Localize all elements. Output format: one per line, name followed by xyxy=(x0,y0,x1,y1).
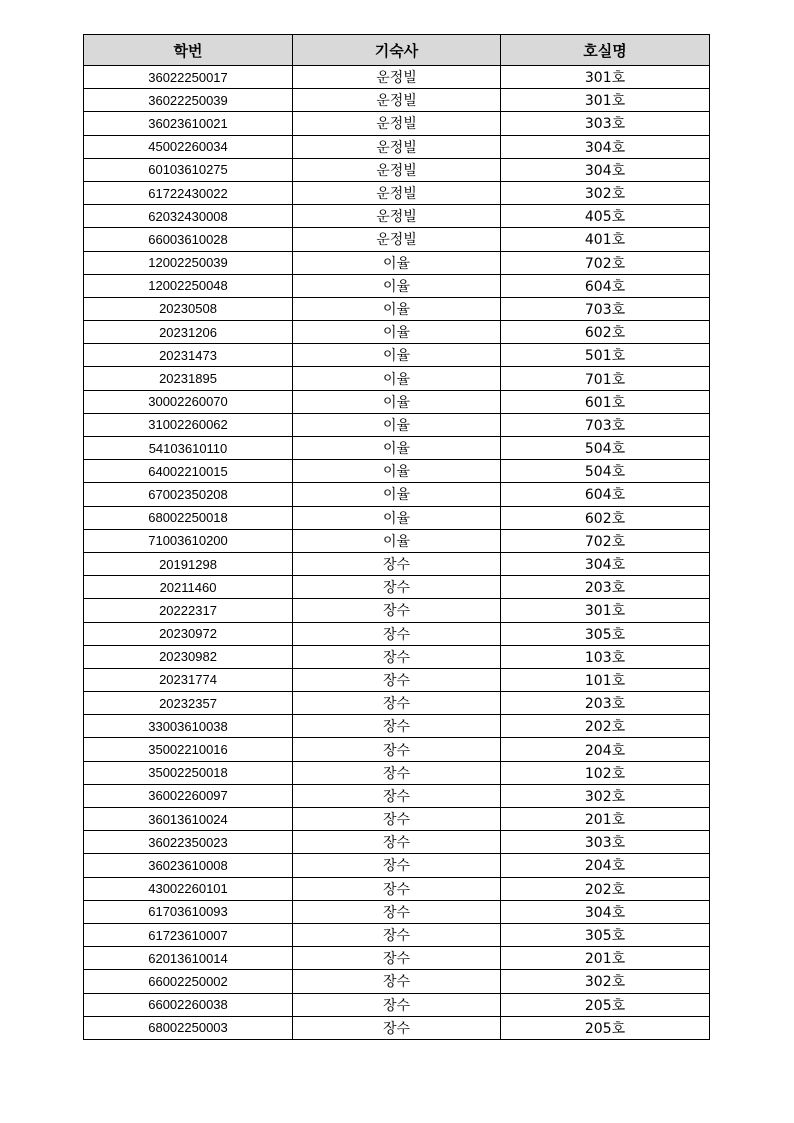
cell-room: 602호 xyxy=(501,506,710,529)
cell-student-id: 20231206 xyxy=(84,321,293,344)
cell-dormitory: 장수 xyxy=(293,831,501,854)
cell-dormitory: 장수 xyxy=(293,808,501,831)
cell-dormitory: 이율 xyxy=(293,460,501,483)
table-row xyxy=(84,297,710,320)
cell-dormitory: 이율 xyxy=(293,506,501,529)
cell-student-id: 61722430022 xyxy=(84,181,293,204)
table-row xyxy=(84,761,710,784)
table-row xyxy=(84,576,710,599)
cell-dormitory: 장수 xyxy=(293,1016,501,1039)
cell-student-id: 20191298 xyxy=(84,552,293,575)
cell-room: 504호 xyxy=(501,460,710,483)
cell-dormitory: 운정빌 xyxy=(293,89,501,112)
table-row xyxy=(84,89,710,112)
cell-dormitory: 운정빌 xyxy=(293,135,501,158)
table-row xyxy=(84,738,710,761)
cell-dormitory: 운정빌 xyxy=(293,112,501,135)
cell-dormitory: 장수 xyxy=(293,761,501,784)
cell-student-id: 20231473 xyxy=(84,344,293,367)
cell-dormitory: 장수 xyxy=(293,692,501,715)
cell-room: 305호 xyxy=(501,622,710,645)
cell-room: 205호 xyxy=(501,1016,710,1039)
cell-room: 304호 xyxy=(501,552,710,575)
cell-room: 304호 xyxy=(501,135,710,158)
cell-student-id: 20230982 xyxy=(84,645,293,668)
cell-dormitory: 운정빌 xyxy=(293,181,501,204)
cell-student-id: 43002260101 xyxy=(84,877,293,900)
table-row xyxy=(84,135,710,158)
cell-dormitory: 장수 xyxy=(293,645,501,668)
table-row xyxy=(84,784,710,807)
cell-dormitory: 장수 xyxy=(293,877,501,900)
cell-room: 203호 xyxy=(501,692,710,715)
cell-student-id: 66003610028 xyxy=(84,228,293,251)
table-row xyxy=(84,66,710,89)
cell-room: 305호 xyxy=(501,923,710,946)
table-row xyxy=(84,344,710,367)
cell-room: 703호 xyxy=(501,297,710,320)
cell-dormitory: 장수 xyxy=(293,576,501,599)
table-row xyxy=(84,808,710,831)
cell-room: 201호 xyxy=(501,808,710,831)
cell-room: 304호 xyxy=(501,900,710,923)
table-row xyxy=(84,970,710,993)
table-row xyxy=(84,321,710,344)
cell-student-id: 61723610007 xyxy=(84,923,293,946)
cell-room: 703호 xyxy=(501,413,710,436)
table-row xyxy=(84,900,710,923)
cell-student-id: 20232357 xyxy=(84,692,293,715)
table-row xyxy=(84,645,710,668)
cell-dormitory: 운정빌 xyxy=(293,228,501,251)
cell-room: 602호 xyxy=(501,321,710,344)
cell-room: 504호 xyxy=(501,437,710,460)
cell-room: 203호 xyxy=(501,576,710,599)
cell-room: 604호 xyxy=(501,274,710,297)
cell-student-id: 67002350208 xyxy=(84,483,293,506)
cell-student-id: 66002260038 xyxy=(84,993,293,1016)
table-row xyxy=(84,112,710,135)
cell-dormitory: 이율 xyxy=(293,483,501,506)
table-row xyxy=(84,854,710,877)
cell-room: 702호 xyxy=(501,529,710,552)
cell-room: 205호 xyxy=(501,993,710,1016)
cell-dormitory: 장수 xyxy=(293,552,501,575)
cell-room: 702호 xyxy=(501,251,710,274)
cell-room: 301호 xyxy=(501,599,710,622)
table-row xyxy=(84,390,710,413)
cell-dormitory: 이율 xyxy=(293,344,501,367)
table-row xyxy=(84,483,710,506)
cell-room: 601호 xyxy=(501,390,710,413)
table-row xyxy=(84,437,710,460)
cell-dormitory: 장수 xyxy=(293,622,501,645)
cell-dormitory: 운정빌 xyxy=(293,205,501,228)
cell-student-id: 35002250018 xyxy=(84,761,293,784)
cell-room: 302호 xyxy=(501,970,710,993)
cell-dormitory: 이율 xyxy=(293,274,501,297)
cell-room: 301호 xyxy=(501,89,710,112)
cell-room: 204호 xyxy=(501,738,710,761)
cell-student-id: 20230972 xyxy=(84,622,293,645)
cell-student-id: 61703610093 xyxy=(84,900,293,923)
cell-dormitory: 장수 xyxy=(293,668,501,691)
cell-student-id: 36022250039 xyxy=(84,89,293,112)
cell-room: 101호 xyxy=(501,668,710,691)
header-dormitory: 기숙사 xyxy=(293,35,501,66)
cell-student-id: 36023610021 xyxy=(84,112,293,135)
cell-room: 102호 xyxy=(501,761,710,784)
table-row xyxy=(84,552,710,575)
table-header xyxy=(84,35,710,66)
cell-student-id: 20231774 xyxy=(84,668,293,691)
cell-room: 201호 xyxy=(501,947,710,970)
cell-dormitory: 이율 xyxy=(293,413,501,436)
cell-student-id: 35002210016 xyxy=(84,738,293,761)
cell-dormitory: 장수 xyxy=(293,854,501,877)
table-row xyxy=(84,529,710,552)
cell-student-id: 33003610038 xyxy=(84,715,293,738)
cell-student-id: 36022250017 xyxy=(84,66,293,89)
cell-student-id: 71003610200 xyxy=(84,529,293,552)
table-row xyxy=(84,413,710,436)
cell-room: 202호 xyxy=(501,715,710,738)
table-row xyxy=(84,506,710,529)
cell-student-id: 60103610275 xyxy=(84,158,293,181)
cell-room: 501호 xyxy=(501,344,710,367)
cell-student-id: 36002260097 xyxy=(84,784,293,807)
cell-dormitory: 장수 xyxy=(293,993,501,1016)
table-row xyxy=(84,715,710,738)
table-row xyxy=(84,228,710,251)
cell-dormitory: 운정빌 xyxy=(293,66,501,89)
table-row xyxy=(84,460,710,483)
cell-student-id: 68002250018 xyxy=(84,506,293,529)
cell-dormitory: 이율 xyxy=(293,367,501,390)
table-row xyxy=(84,367,710,390)
cell-room: 103호 xyxy=(501,645,710,668)
table-row xyxy=(84,158,710,181)
table-row xyxy=(84,251,710,274)
cell-room: 202호 xyxy=(501,877,710,900)
cell-student-id: 66002250002 xyxy=(84,970,293,993)
cell-dormitory: 이율 xyxy=(293,297,501,320)
cell-dormitory: 이율 xyxy=(293,390,501,413)
table-row xyxy=(84,692,710,715)
cell-room: 302호 xyxy=(501,784,710,807)
table-row xyxy=(84,993,710,1016)
header-room: 호실명 xyxy=(501,35,710,66)
cell-room: 303호 xyxy=(501,831,710,854)
table-row xyxy=(84,877,710,900)
header-student-id: 학번 xyxy=(84,35,293,66)
cell-room: 405호 xyxy=(501,205,710,228)
cell-dormitory: 장수 xyxy=(293,923,501,946)
table-row xyxy=(84,923,710,946)
cell-student-id: 20230508 xyxy=(84,297,293,320)
cell-dormitory: 장수 xyxy=(293,599,501,622)
cell-student-id: 20211460 xyxy=(84,576,293,599)
cell-student-id: 36013610024 xyxy=(84,808,293,831)
cell-dormitory: 장수 xyxy=(293,715,501,738)
cell-student-id: 20231895 xyxy=(84,367,293,390)
table-row xyxy=(84,181,710,204)
cell-student-id: 36023610008 xyxy=(84,854,293,877)
table-row xyxy=(84,622,710,645)
cell-student-id: 31002260062 xyxy=(84,413,293,436)
table-row xyxy=(84,205,710,228)
cell-room: 204호 xyxy=(501,854,710,877)
cell-room: 604호 xyxy=(501,483,710,506)
cell-dormitory: 이율 xyxy=(293,251,501,274)
cell-room: 304호 xyxy=(501,158,710,181)
cell-dormitory: 장수 xyxy=(293,947,501,970)
cell-student-id: 62032430008 xyxy=(84,205,293,228)
cell-student-id: 62013610014 xyxy=(84,947,293,970)
cell-dormitory: 장수 xyxy=(293,784,501,807)
cell-student-id: 20222317 xyxy=(84,599,293,622)
cell-student-id: 64002210015 xyxy=(84,460,293,483)
header-row xyxy=(84,35,710,66)
dorm-assignment-table xyxy=(83,34,710,1040)
cell-room: 701호 xyxy=(501,367,710,390)
cell-student-id: 54103610110 xyxy=(84,437,293,460)
cell-dormitory: 장수 xyxy=(293,900,501,923)
table-body xyxy=(84,66,710,1040)
cell-room: 303호 xyxy=(501,112,710,135)
cell-student-id: 36022350023 xyxy=(84,831,293,854)
cell-student-id: 12002250048 xyxy=(84,274,293,297)
table-row xyxy=(84,668,710,691)
cell-student-id: 30002260070 xyxy=(84,390,293,413)
cell-dormitory: 운정빌 xyxy=(293,158,501,181)
cell-dormitory: 이율 xyxy=(293,437,501,460)
cell-dormitory: 이율 xyxy=(293,321,501,344)
cell-room: 301호 xyxy=(501,66,710,89)
table-row xyxy=(84,274,710,297)
cell-student-id: 45002260034 xyxy=(84,135,293,158)
table-row xyxy=(84,1016,710,1039)
table-row xyxy=(84,599,710,622)
cell-student-id: 12002250039 xyxy=(84,251,293,274)
cell-dormitory: 장수 xyxy=(293,970,501,993)
cell-dormitory: 이율 xyxy=(293,529,501,552)
table-row xyxy=(84,831,710,854)
cell-room: 401호 xyxy=(501,228,710,251)
cell-room: 302호 xyxy=(501,181,710,204)
table-row xyxy=(84,947,710,970)
cell-student-id: 68002250003 xyxy=(84,1016,293,1039)
cell-dormitory: 장수 xyxy=(293,738,501,761)
